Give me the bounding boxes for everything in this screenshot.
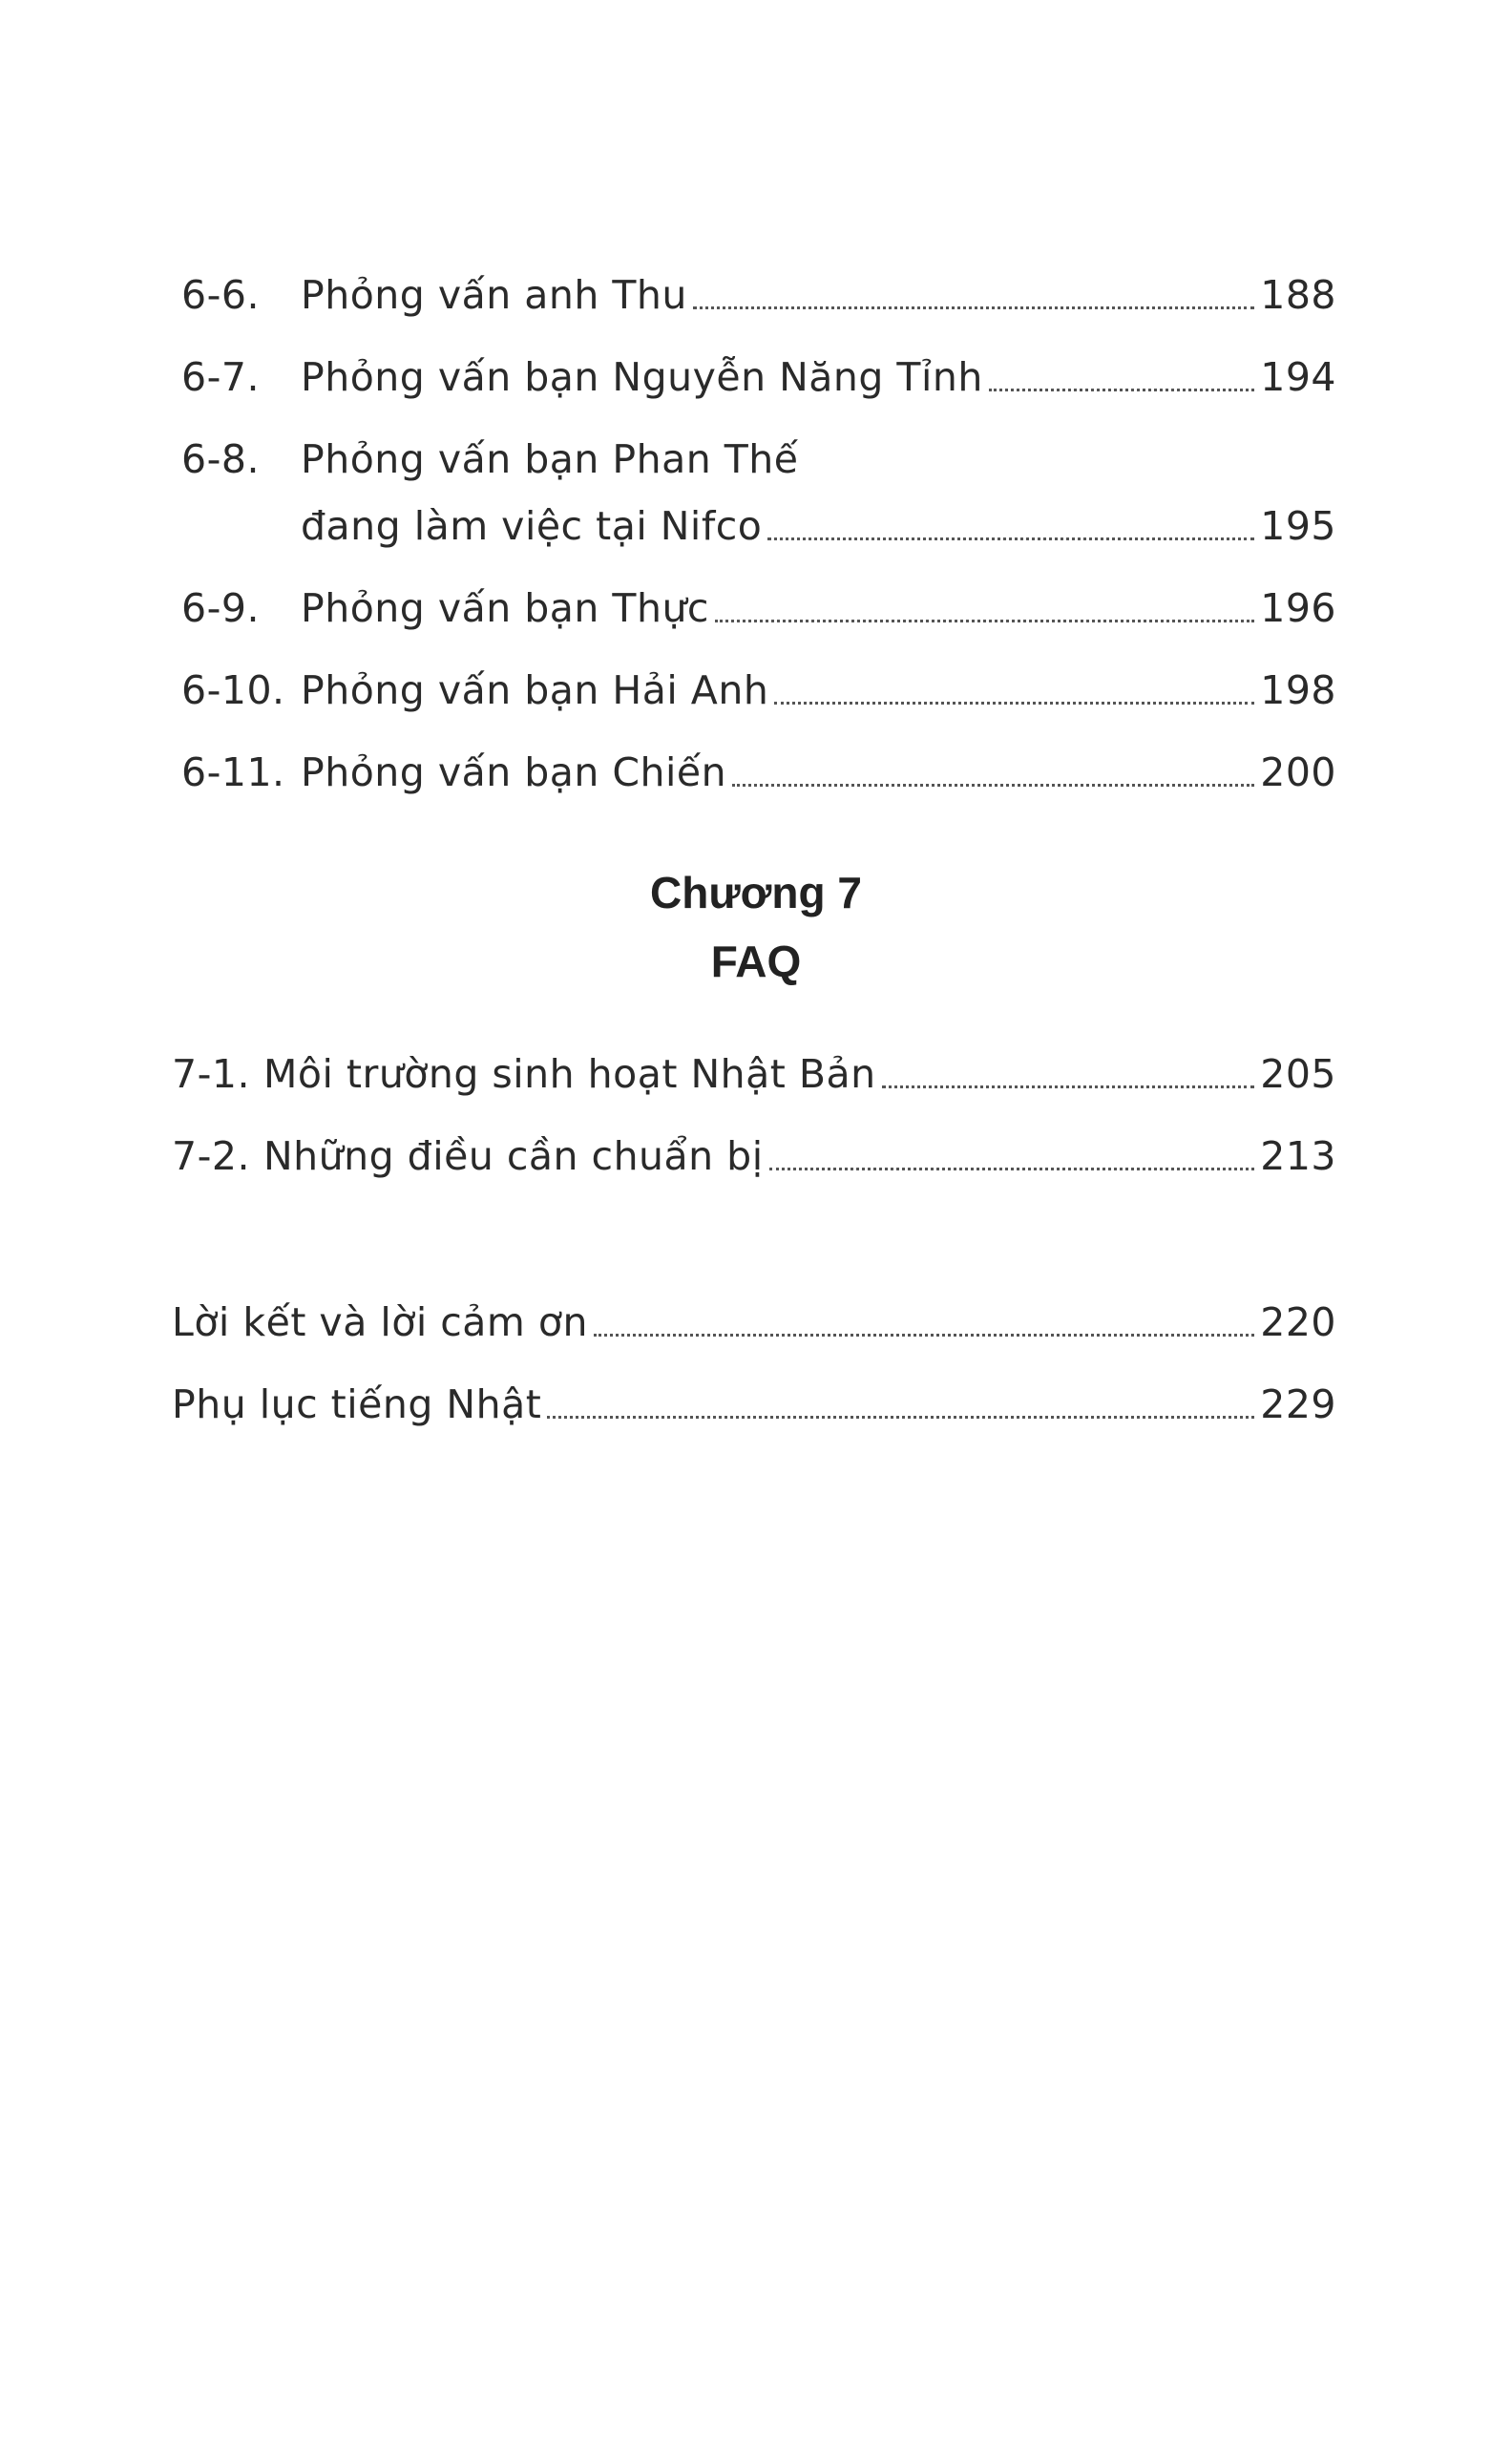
dot-leader	[767, 537, 1254, 540]
entry-title: Phỏng vấn bạn Thực	[301, 585, 709, 631]
chapter-title: FAQ	[710, 937, 802, 986]
dot-leader	[715, 620, 1254, 622]
entry-page-number: 213	[1260, 1133, 1336, 1179]
dot-leader	[594, 1334, 1254, 1337]
entry-title: Phỏng vấn bạn Hải Anh	[301, 667, 769, 713]
entry-page-number: 196	[1260, 585, 1336, 631]
entry-page-number: 198	[1260, 667, 1336, 713]
dot-leader	[693, 306, 1254, 309]
dot-leader	[547, 1416, 1254, 1419]
toc-entry-6-10[interactable]	[181, 653, 1336, 713]
entry-title: Phụ lục tiếng Nhật	[172, 1381, 542, 1427]
entry-title: Lời kết và lời cảm ơn	[172, 1299, 588, 1345]
entry-title: Phỏng vấn bạn Nguyễn Năng Tỉnh	[301, 354, 983, 400]
entry-number: 6-6.	[181, 272, 260, 318]
entry-title-line1: Phỏng vấn bạn Phan Thế	[301, 436, 799, 482]
dot-leader	[732, 784, 1254, 787]
toc-entry-7-2[interactable]	[172, 1119, 1336, 1179]
entry-page-number: 205	[1260, 1051, 1336, 1097]
toc-entry-appendix[interactable]	[172, 1367, 1336, 1427]
entry-number: 6-7.	[181, 354, 260, 400]
entry-number: 7-1.	[172, 1051, 250, 1097]
entry-number: 6-8.	[181, 436, 260, 482]
toc-entry-6-6[interactable]	[181, 258, 1336, 318]
entry-title: Môi trường sinh hoạt Nhật Bản	[263, 1051, 876, 1097]
toc-entry-7-1[interactable]	[172, 1037, 1336, 1097]
toc-entry-6-9[interactable]	[181, 571, 1336, 631]
toc-entry-afterword[interactable]	[172, 1285, 1336, 1345]
entry-number: 6-10.	[181, 667, 285, 713]
chapter-label: Chương 7	[650, 868, 862, 917]
entry-page-number: 195	[1260, 503, 1336, 549]
toc-entry-6-11[interactable]	[181, 735, 1336, 795]
toc-entry-6-8-line2[interactable]	[181, 489, 1336, 549]
dot-leader	[882, 1085, 1255, 1088]
entry-title: Phỏng vấn anh Thu	[301, 272, 687, 318]
entry-page-number: 229	[1260, 1381, 1336, 1427]
entry-number: 7-2.	[172, 1133, 250, 1179]
entry-page-number: 200	[1260, 749, 1336, 795]
dot-leader	[774, 702, 1254, 705]
entry-number: 6-11.	[181, 749, 285, 795]
toc-entry-6-7[interactable]	[181, 340, 1336, 400]
dot-leader	[769, 1168, 1255, 1170]
entry-title: Những điều cần chuẩn bị	[263, 1133, 764, 1179]
entry-page-number: 188	[1260, 272, 1336, 318]
toc-entry-6-8-line1[interactable]	[181, 422, 1336, 482]
entry-title: Phỏng vấn bạn Chiến	[301, 749, 727, 795]
entry-number: 6-9.	[181, 585, 260, 631]
entry-title-line2: đang làm việc tại Nifco	[301, 503, 763, 549]
entry-page-number: 220	[1260, 1299, 1336, 1345]
dot-leader	[989, 389, 1254, 391]
entry-page-number: 194	[1260, 354, 1336, 400]
